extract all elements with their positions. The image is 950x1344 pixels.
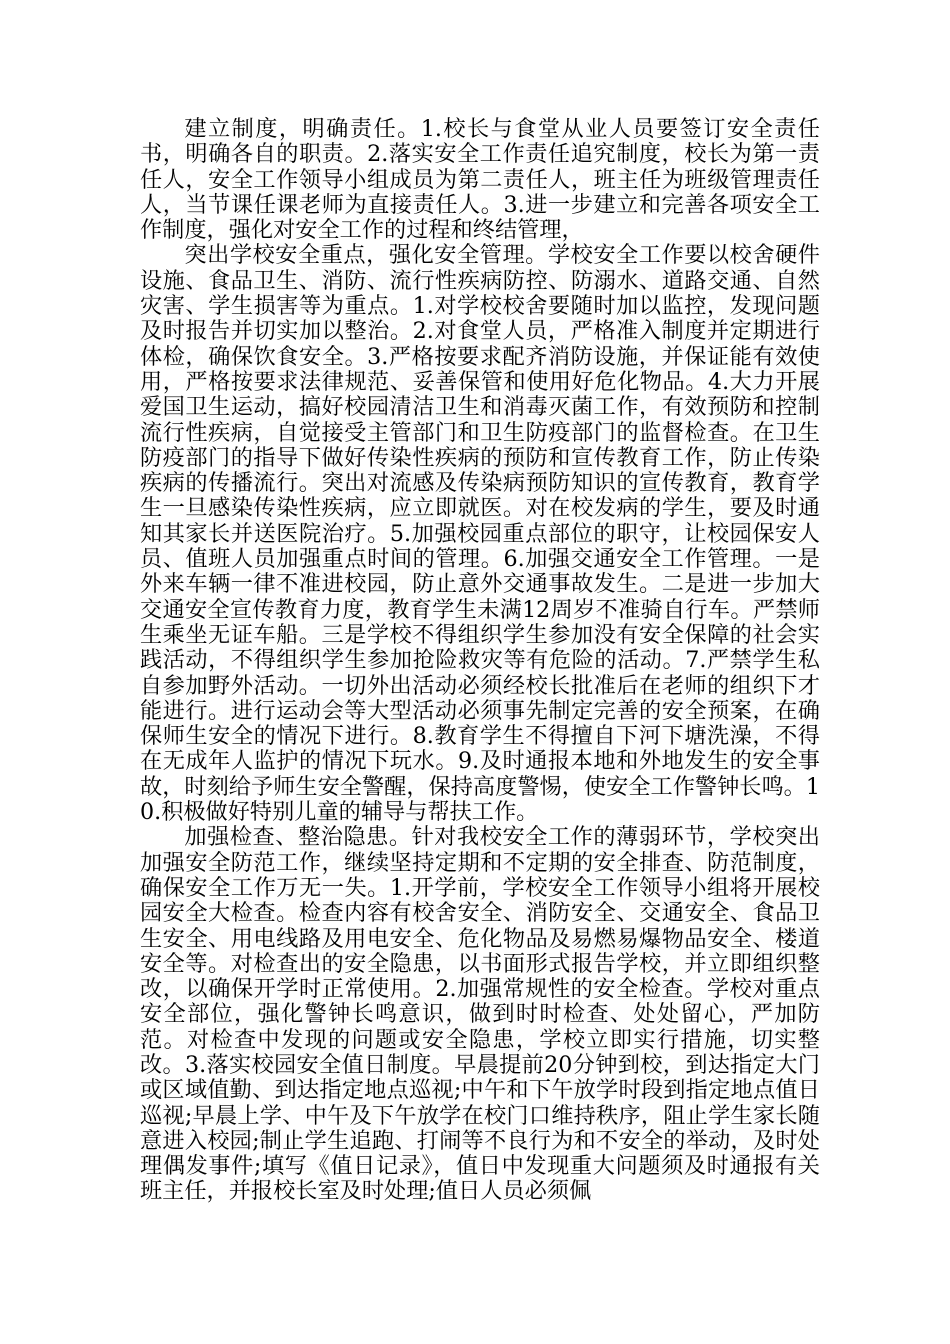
paragraph-safety-priorities: 突出学校安全重点，强化安全管理。学校安全工作要以校舍硬件设施、食品卫生、消防、流行性疾病防控、防溺水、道路交通、自然灾害、学生损害等为重点。1.对学校校舍要随时加以监控，发现问题及时报告并切实加以整治。2.对食堂人员，严格准入制度并定期进行体检，确保饮食安全。3.严格按要求配齐消防设施，并保证能有效使用，严格按要求法律规范、妥善保管和使用好危化物品。4.大力开展爱国卫生运动，搞好校园清洁卫生和消毒灭菌工作，有效预防和控制流行性疾病，自觉接受主管部门和卫生防疫部门的监督检查。在卫生防疫部门的指导下做好传染性疾病的预防和宣传教育工作，防止传染疾病的传播流行。突出对流感及传染病预防知识的宣传教育，教育学生一旦感染传染性疾病，应立即就医。对在校发病的学生，要及时通知其家长并送医院治疗。5.加强校园重点部位的职守，让校园保安人员、值班人员加强重点时间的管理。6.加强交通安全工作管理。一是外来车辆一律不准进校园，防止意外交通事故发生。二是进一步加大交通安全宣传教育力度，教育学生未满12周岁不准骑自行车。严禁师生乘坐无证车船。三是学校不得组织学生参加没有安全保障的社会实践活动，不得组织学生参加抢险救灾等有危险的活动。7.严禁学生私自参加野外活动。一切外出活动必须经校长批准后在老师的组织下才能进行。进行运动会等大型活动必须事先制定完善的安全预案，在确保师生安全的情况下进行。8.教育学生不得擅自下河下塘洗澡，不得在无成年人监护的情况下玩水。9.及时通报本地和外地发生的安全事故，时刻给予师生安全警醒，保持高度警惕，使安全工作警钟长鸣。10.积极做好特别儿童的辅导与帮扶工作。 bbox=[140, 242, 820, 826]
paragraph-responsibility: 建立制度，明确责任。1.校长与食堂从业人员要签订安全责任书，明确各自的职责。2.落实安全工作责任追究制度，校长为第一责任人，安全工作领导小组成员为第二责任人，班主任为班级管理责任人，当节课任课老师为直接责任人。3.进一步建立和完善各项安全工作制度，强化对安全工作的过程和终结管理， bbox=[140, 116, 820, 244]
document-page bbox=[140, 117, 820, 1205]
paragraph-inspection: 加强检查、整治隐患。针对我校安全工作的薄弱环节，学校突出加强安全防范工作，继续坚持定期和不定期的安全排查、防范制度，确保安全工作万无一失。1.开学前，学校安全工作领导小组将开展校园安全大检查。检查内容有校舍安全、消防安全、交通安全、食品卫生安全、用电线路及用电安全、危化物品及易燃易爆物品安全、楼道安全等。对检查出的安全隐患，以书面形式报告学校，并立即组织整改，以确保开学时正常使用。2.加强常规性的安全检查。学校对重点安全部位，强化警钟长鸣意识，做到时时检查、处处留心，严加防范。对检查中发现的问题或安全隐患，学校立即实行措施，切实整改。3.落实校园安全值日制度。早晨提前20分钟到校，到达指定大门或区域值勤、到达指定地点巡视;中午和下午放学时段到指定地点值日巡视;早晨上学、中午及下午放学在校门口维持秩序，阻止学生家长随意进入校园;制止学生追跑、打闹等不良行为和不安全的举动，及时处理偶发事件;填写《值日记录》，值日中发现重大问题须及时通报有关班主任，并报校长室及时处理;值日人员必须佩 bbox=[140, 824, 820, 1205]
